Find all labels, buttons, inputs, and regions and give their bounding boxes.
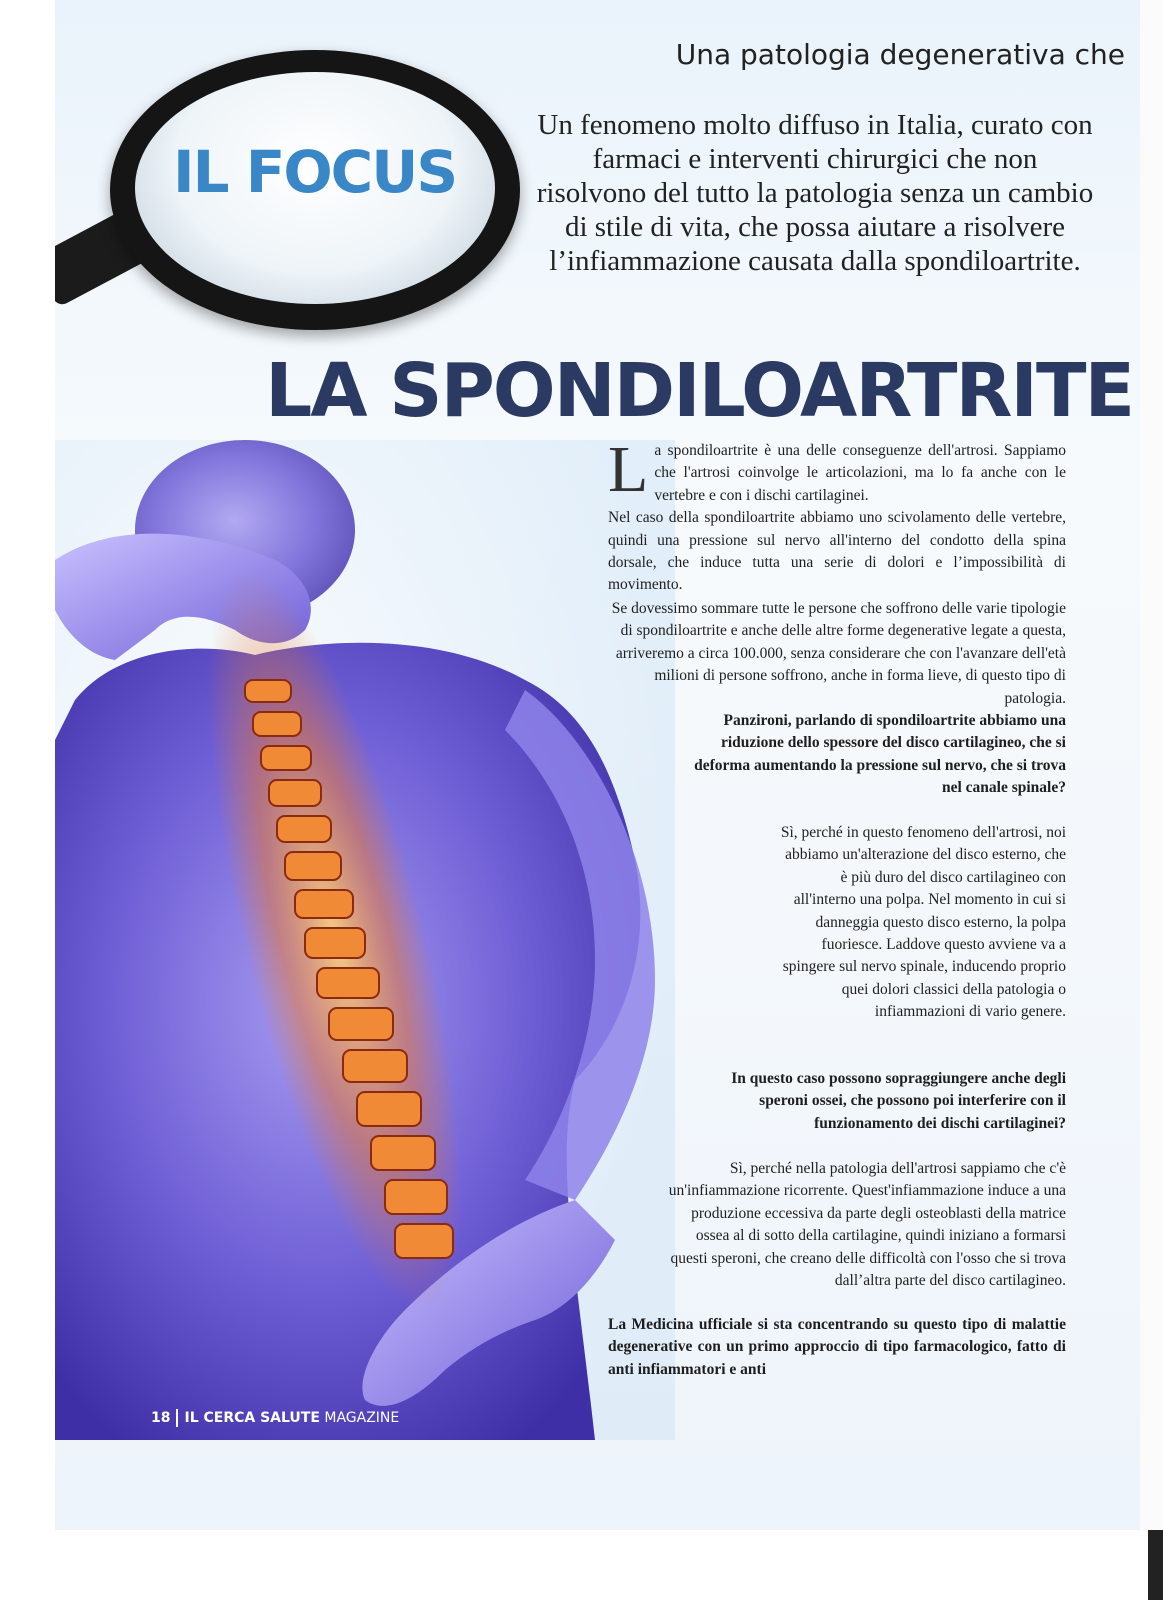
page-footer (151, 1409, 399, 1427)
paragraph-2: Nel caso della spondiloartrite abbiamo uno scivolamento delle vertebre, quindi una pressione sul nervo all'interno del condotto della spina dorsale, che induce tutta una serie di dolori e l’impossibilità di movimento. (608, 509, 1066, 594)
question-3: La Medicina ufficiale si sta concentrando su questo tipo di malattie degenerative con un primo approccio di tipo farmacologico, fatto di anti infiammatori e anti (608, 1316, 1066, 1378)
question-2: In questo caso possono sopraggiungere anche degli speroni ossei, che possono poi interferire con il funzionamento dei dischi cartilaginei? (731, 1070, 1066, 1132)
kicker: Una patologia degenerativa che (675, 38, 1125, 71)
dropcap: L (608, 433, 649, 506)
footer-divider (176, 1409, 178, 1427)
scan-margin-bottom (0, 1530, 1163, 1600)
footer-magazine: MAGAZINE (324, 1410, 400, 1426)
answer-1: Sì, perché in questo fenomeno dell'artrosi, noi abbiamo un'alterazione del disco esterno, che è più duro del disco cartilagineo con all'interno una polpa. Nel momento in cui si danneggia questo disco esterno, la polpa fuoriesce. Laddove questo avviene va a spingere sul nervo spinale, inducendo proprio quei dolori classici della patologia o infiammazioni di vario genere. (780, 824, 1066, 1021)
paragraph-3: Se dovessimo sommare tutte le persone che soffrono delle varie tipologie di spondiloartrite e anche delle altre forme degenerative legate a questa, arriveremo a circa 100.000, senza considerare che con l'avanzare dell'età milioni di persone soffrono, anche in forma lieve, di questo tipo di patologia. (611, 600, 1066, 707)
answer-2: Sì, perché nella patologia dell'artrosi sappiamo che c'è un'infiammazione ricorrente. Quest'infiammazione induce a una produzione eccessiva da parte degli osteoblasti della matrice ossea al di sotto della cartilagine, quindi iniziano a formarsi questi speroni, che creano delle difficoltà con l'osso che si trova dall’altra parte del disco cartilagineo. (668, 1160, 1066, 1290)
magazine-page (55, 0, 1140, 1530)
footer-brand: IL CERCA SALUTE (184, 1410, 320, 1426)
spine-illustration (55, 433, 675, 1440)
deck-summary: Un fenomeno molto diffuso in Italia, curato con farmaci e interventi chirurgici che non risolvono del tutto la patologia senza un cambio di stile di vita, che possa aiutare a risolvere l’infiammazione causata dalla spondiloartrite. (536, 109, 1094, 277)
article-intro (608, 433, 1066, 597)
question-1: Panzironi, parlando di spondiloartrite abbiamo una riduzione dello spessore del disco cartilagineo, che si deforma aumentando la pressione sul nervo, che si trova nel canale spinale? (694, 712, 1066, 797)
scan-edge-shadow (1148, 1530, 1163, 1600)
back-pain-figure (55, 433, 675, 1440)
headline: LA SPONDILOARTRITE (265, 348, 1133, 434)
focus-label: IL FOCUS (173, 138, 457, 206)
page-number: 18 (151, 1410, 171, 1426)
article-block-2 (608, 598, 1066, 710)
paragraph-1: a spondiloartrite è una delle conseguenze dell'artrosi. Sappiamo che l'artrosi coinvolge le articolazioni, ma lo fa anche con le vertebre e con i dischi cartilaginei. (654, 442, 1066, 504)
scan-margin-right (1140, 0, 1163, 1530)
